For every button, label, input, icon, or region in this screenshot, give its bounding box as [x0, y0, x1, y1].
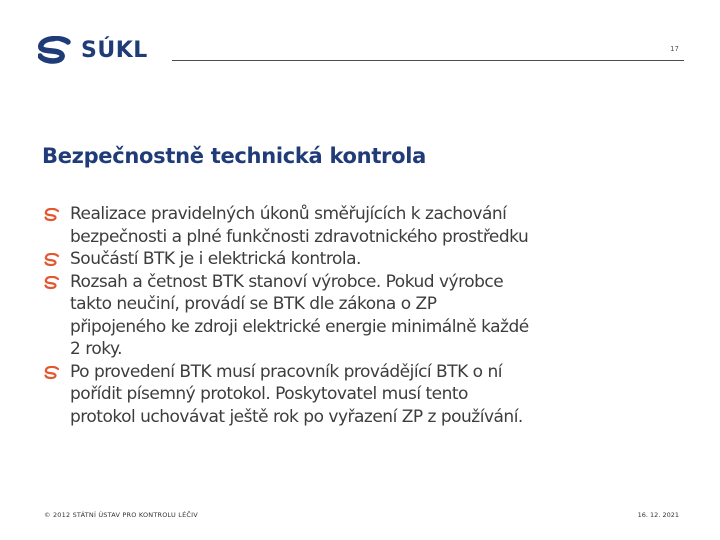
bullet-line: takto neučiní, provádí se BTK dle zákona o ZP	[70, 294, 437, 314]
header-rule	[172, 60, 684, 61]
bullet-line: Po provedení BTK musí pracovník provádějící BTK o ní	[70, 361, 502, 382]
bullet-line: Součástí BTK je i elektrická kontrola.	[70, 249, 361, 269]
bullet-line: bezpečnosti a plné funkčnosti zdravotnického prostředku	[70, 226, 529, 247]
bullet-item	[44, 203, 694, 248]
bullet-line: připojeného ke zdroji elektrické energie minimálně každé	[70, 316, 529, 337]
bullet-line: Rozsah a četnost BTK stanoví výrobce. Pokud výrobce	[70, 271, 504, 292]
sukl-logo	[38, 36, 148, 66]
footer-date: 16. 12. 2021	[637, 511, 679, 519]
bullet-line: Realizace pravidelných úkonů směřujících k zachování	[70, 204, 507, 224]
bullet-item	[44, 361, 694, 429]
bullet-line: pořídit písemný protokol. Poskytovatel musí tento	[70, 384, 468, 404]
sukl-mark-icon	[44, 252, 60, 271]
logo-text: SÚKL	[81, 38, 148, 63]
slide-title: Bezpečnostně technická kontrola	[42, 144, 427, 168]
bullet-item	[44, 271, 694, 361]
page-number: 17	[670, 45, 679, 53]
footer-copyright: © 2012 STÁTNÍ ÚSTAV PRO KONTROLU LÉČIV	[44, 511, 198, 519]
sukl-mark-icon	[44, 275, 60, 294]
bullet-line: 2 roky.	[70, 339, 123, 359]
bullet-item	[44, 248, 694, 271]
sukl-logo-mark-icon	[38, 36, 72, 66]
bullet-line: protokol uchovávat ještě rok po vyřazení ZP z používání.	[70, 406, 523, 427]
sukl-mark-icon	[44, 207, 60, 226]
sukl-mark-icon	[44, 365, 60, 384]
bullet-list	[44, 203, 694, 428]
